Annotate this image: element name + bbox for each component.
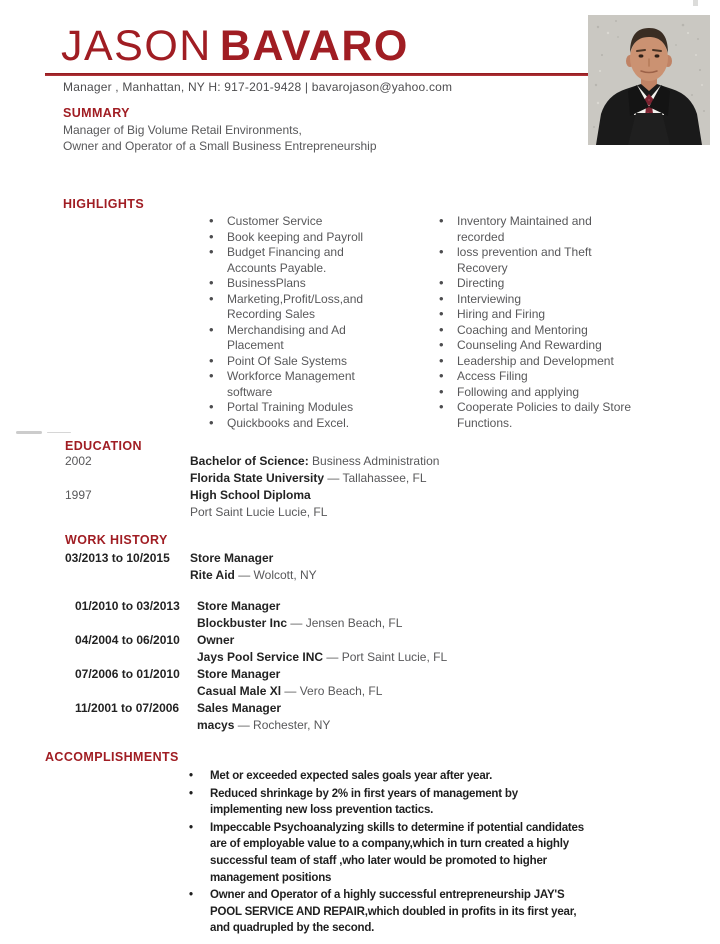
page-title bbox=[61, 22, 409, 71]
education-school-line: Florida State University — Tallahassee, FL bbox=[190, 471, 427, 485]
work-dates: 03/2013 to 10/2015 bbox=[65, 551, 170, 565]
portrait-photo bbox=[588, 15, 710, 145]
highlight-item: • Point Of Sale Systems bbox=[207, 354, 390, 370]
highlight-item: • Portal Training Modules bbox=[207, 400, 390, 416]
work-entry bbox=[65, 550, 447, 584]
highlight-item: • loss prevention and Theft Recovery bbox=[437, 245, 633, 276]
highlights-heading: HIGHLIGHTS bbox=[63, 197, 145, 211]
highlight-item: • Leadership and Development bbox=[437, 354, 633, 370]
highlight-item: • Budget Financing and Accounts Payable. bbox=[207, 245, 390, 276]
work-history-heading: WORK HISTORY bbox=[65, 533, 168, 547]
summary-line: Owner and Operator of a Small Business Entrepreneurship bbox=[63, 139, 377, 153]
work-dates: 01/2010 to 03/2013 bbox=[75, 599, 180, 613]
accomplishments-heading: ACCOMPLISHMENTS bbox=[45, 750, 179, 764]
highlight-item: • Directing bbox=[437, 276, 633, 292]
work-entry bbox=[65, 598, 447, 632]
work-title: Store Manager bbox=[197, 599, 281, 613]
summary-text bbox=[63, 122, 377, 154]
work-title: Owner bbox=[197, 633, 235, 647]
work-company-line: macys — Rochester, NY bbox=[197, 718, 331, 732]
work-company-line: Blockbuster Inc — Jensen Beach, FL bbox=[197, 616, 403, 630]
work-company-line: Casual Male Xl — Vero Beach, FL bbox=[197, 684, 383, 698]
highlight-item: • Merchandising and Ad Placement bbox=[207, 323, 390, 354]
highlight-item: • Interviewing bbox=[437, 292, 633, 308]
work-entry bbox=[65, 666, 447, 700]
highlight-item: • Counseling And Rewarding bbox=[437, 338, 633, 354]
accomplishments-section bbox=[185, 768, 585, 938]
highlight-item: • Coaching and Mentoring bbox=[437, 323, 633, 339]
portrait-photo-drawing bbox=[588, 15, 710, 145]
highlight-item: • Inventory Maintained and recorded bbox=[437, 214, 633, 245]
work-dates: 07/2006 to 01/2010 bbox=[75, 667, 180, 681]
work-dates: 04/2004 to 06/2010 bbox=[75, 633, 180, 647]
education-year: 2002 bbox=[65, 454, 92, 468]
work-company-line: Rite Aid — Wolcott, NY bbox=[190, 568, 317, 582]
highlight-item: • Quickbooks and Excel. bbox=[207, 416, 390, 432]
highlight-item: • Access Filing bbox=[437, 369, 633, 385]
education-entry bbox=[65, 487, 439, 521]
accomplishment-item: • Met or exceeded expected sales goals year after year. bbox=[185, 768, 585, 785]
accomplishment-item: • Reduced shrinkage by 2% in first years of management by implementing new loss prevention tactics. bbox=[185, 786, 585, 819]
accomplishment-item: • Impeccable Psychoanalyzing skills to determine if potential candidates are of employable value to a company,which in turn created a highly successful team of staff ,who later would be promoted to higher management positions bbox=[185, 820, 585, 886]
work-entry bbox=[65, 700, 447, 734]
highlight-item: • Marketing,Profit/Loss,and Recording Sales bbox=[207, 292, 390, 323]
work-title: Store Manager bbox=[190, 551, 274, 565]
education-heading: EDUCATION bbox=[65, 439, 142, 453]
education-degree-line: High School Diploma bbox=[190, 488, 311, 502]
summary-line: Manager of Big Volume Retail Environments, bbox=[63, 123, 302, 137]
scan-artifact bbox=[16, 431, 42, 434]
scan-artifact bbox=[693, 0, 698, 6]
summary-heading: SUMMARY bbox=[63, 106, 130, 120]
last-name: BAVARO bbox=[219, 22, 409, 70]
first-name: JASON bbox=[61, 22, 212, 70]
education-degree-line: Bachelor of Science: Business Administration bbox=[190, 454, 440, 468]
highlights-left-column bbox=[207, 214, 390, 431]
contact-line: Manager , Manhattan, NY H: 917-201-9428 | bavarojason@yahoo.com bbox=[63, 80, 453, 94]
work-dates: 11/2001 to 07/2006 bbox=[75, 701, 180, 715]
work-title: Store Manager bbox=[197, 667, 281, 681]
education-year: 1997 bbox=[65, 488, 92, 502]
work-history-section bbox=[65, 550, 447, 734]
highlight-item: • Customer Service bbox=[207, 214, 390, 230]
highlight-item: • Workforce Management software bbox=[207, 369, 390, 400]
highlight-item: • Following and applying bbox=[437, 385, 633, 401]
highlight-item: • Hiring and Firing bbox=[437, 307, 633, 323]
education-section bbox=[65, 453, 439, 521]
highlights-right-column bbox=[437, 214, 633, 431]
work-title: Sales Manager bbox=[197, 701, 282, 715]
education-school-line: Port Saint Lucie Lucie, FL bbox=[190, 505, 328, 519]
work-company-line: Jays Pool Service INC — Port Saint Lucie, FL bbox=[197, 650, 448, 664]
highlight-item: • Cooperate Policies to daily Store Functions. bbox=[437, 400, 633, 431]
highlight-item: • Book keeping and Payroll bbox=[207, 230, 390, 246]
education-entry bbox=[65, 453, 439, 487]
work-entry bbox=[65, 632, 447, 666]
header-divider bbox=[45, 73, 588, 76]
highlight-item: • BusinessPlans bbox=[207, 276, 390, 292]
accomplishment-item: • Owner and Operator of a highly successful entrepreneurship JAY'S POOL SERVICE AND REPAIR,which doubled in profits in its first year, and quadrupled by the second. bbox=[185, 887, 585, 937]
